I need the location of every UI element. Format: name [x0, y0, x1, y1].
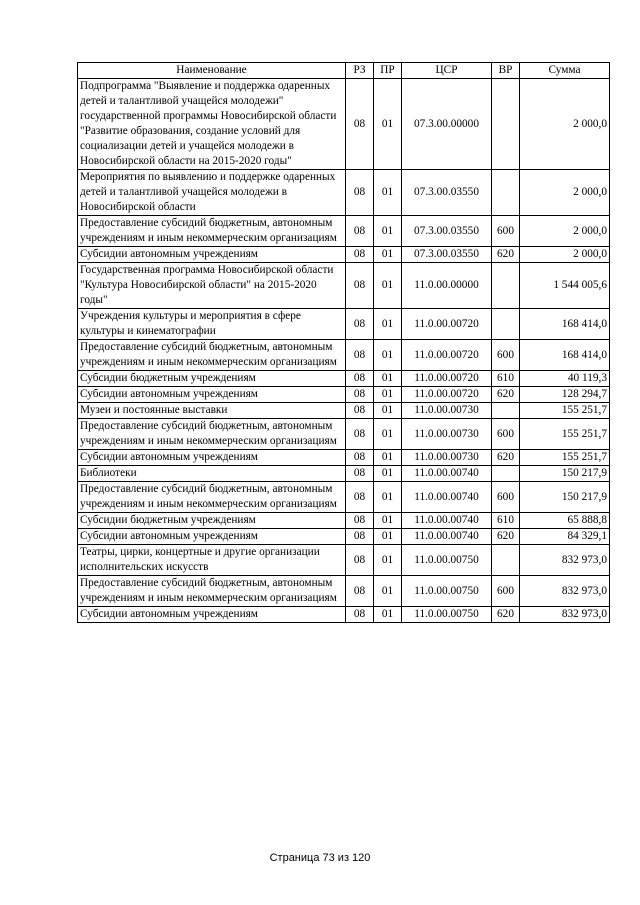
cell-rz: 08 [346, 340, 374, 371]
cell-csr: 11.0.00.00000 [402, 263, 492, 309]
cell-sum: 2 000,0 [520, 170, 610, 216]
cell-sum: 65 888,8 [520, 513, 610, 529]
cell-name: Субсидии автономным учреждениям [78, 607, 346, 623]
header-rz: РЗ [346, 63, 374, 79]
cell-pr: 01 [374, 545, 402, 576]
cell-sum: 1 544 005,6 [520, 263, 610, 309]
cell-csr: 11.0.00.00720 [402, 340, 492, 371]
cell-name: Библиотеки [78, 466, 346, 482]
cell-pr: 01 [374, 403, 402, 419]
table-row [78, 263, 610, 309]
cell-name: Музеи и постоянные выставки [78, 403, 346, 419]
cell-pr: 01 [374, 247, 402, 263]
cell-name: Субсидии автономным учреждениям [78, 247, 346, 263]
cell-vr [492, 309, 520, 340]
table-row [78, 340, 610, 371]
cell-sum: 168 414,0 [520, 309, 610, 340]
cell-sum: 150 217,9 [520, 482, 610, 513]
table-row [78, 607, 610, 623]
cell-csr: 07.3.00.03550 [402, 170, 492, 216]
cell-pr: 01 [374, 450, 402, 466]
cell-name: Предоставление субсидий бюджетным, автономным учреждениям и иным некоммерческим организациям [78, 340, 346, 371]
cell-pr: 01 [374, 216, 402, 247]
cell-rz: 08 [346, 387, 374, 403]
cell-sum: 128 294,7 [520, 387, 610, 403]
cell-sum: 2 000,0 [520, 216, 610, 247]
cell-sum: 155 251,7 [520, 403, 610, 419]
cell-pr: 01 [374, 513, 402, 529]
cell-name: Государственная программа Новосибирской области "Культура Новосибирской области" на 2015-2020 годы" [78, 263, 346, 309]
cell-rz: 08 [346, 309, 374, 340]
table-row [78, 529, 610, 545]
cell-pr: 01 [374, 170, 402, 216]
cell-vr: 620 [492, 529, 520, 545]
cell-rz: 08 [346, 450, 374, 466]
cell-pr: 01 [374, 79, 402, 170]
cell-sum: 84 329,1 [520, 529, 610, 545]
table-row [78, 371, 610, 387]
cell-csr: 11.0.00.00720 [402, 387, 492, 403]
cell-vr: 600 [492, 340, 520, 371]
cell-name: Субсидии автономным учреждениям [78, 450, 346, 466]
cell-sum: 2 000,0 [520, 247, 610, 263]
table-header-row [78, 63, 610, 79]
cell-rz: 08 [346, 263, 374, 309]
cell-sum: 2 000,0 [520, 79, 610, 170]
cell-vr [492, 545, 520, 576]
cell-csr: 11.0.00.00750 [402, 545, 492, 576]
header-pr: ПР [374, 63, 402, 79]
cell-sum: 40 119,3 [520, 371, 610, 387]
header-csr: ЦСР [402, 63, 492, 79]
cell-csr: 07.3.00.00000 [402, 79, 492, 170]
cell-name: Предоставление субсидий бюджетным, автономным учреждениям и иным некоммерческим организациям [78, 482, 346, 513]
cell-csr: 11.0.00.00720 [402, 371, 492, 387]
cell-pr: 01 [374, 263, 402, 309]
table-row [78, 403, 610, 419]
cell-pr: 01 [374, 529, 402, 545]
cell-vr: 620 [492, 607, 520, 623]
cell-csr: 11.0.00.00730 [402, 419, 492, 450]
budget-table [77, 62, 610, 623]
table-row [78, 247, 610, 263]
cell-name: Субсидии бюджетным учреждениям [78, 513, 346, 529]
cell-rz: 08 [346, 79, 374, 170]
cell-sum: 832 973,0 [520, 607, 610, 623]
cell-vr [492, 170, 520, 216]
cell-csr: 11.0.00.00740 [402, 482, 492, 513]
cell-pr: 01 [374, 309, 402, 340]
cell-rz: 08 [346, 170, 374, 216]
cell-name: Предоставление субсидий бюджетным, автономным учреждениям и иным некоммерческим организациям [78, 419, 346, 450]
cell-vr: 600 [492, 216, 520, 247]
cell-vr: 620 [492, 247, 520, 263]
cell-rz: 08 [346, 576, 374, 607]
table-row [78, 170, 610, 216]
cell-rz: 08 [346, 403, 374, 419]
cell-sum: 155 251,7 [520, 419, 610, 450]
cell-sum: 832 973,0 [520, 545, 610, 576]
cell-pr: 01 [374, 419, 402, 450]
cell-sum: 168 414,0 [520, 340, 610, 371]
table-body [78, 79, 610, 623]
table-row [78, 482, 610, 513]
cell-rz: 08 [346, 466, 374, 482]
cell-vr [492, 466, 520, 482]
cell-name: Учреждения культуры и мероприятия в сфере культуры и кинематографии [78, 309, 346, 340]
cell-csr: 11.0.00.00720 [402, 309, 492, 340]
cell-pr: 01 [374, 371, 402, 387]
cell-csr: 11.0.00.00740 [402, 466, 492, 482]
cell-rz: 08 [346, 419, 374, 450]
cell-vr: 610 [492, 371, 520, 387]
cell-vr: 600 [492, 482, 520, 513]
header-sum: Сумма [520, 63, 610, 79]
cell-pr: 01 [374, 466, 402, 482]
cell-pr: 01 [374, 482, 402, 513]
cell-name: Предоставление субсидий бюджетным, автономным учреждениям и иным некоммерческим организациям [78, 216, 346, 247]
table-row [78, 419, 610, 450]
cell-csr: 11.0.00.00740 [402, 513, 492, 529]
page-number: Страница 73 из 120 [269, 852, 371, 864]
cell-rz: 08 [346, 513, 374, 529]
cell-sum: 832 973,0 [520, 576, 610, 607]
cell-csr: 11.0.00.00750 [402, 607, 492, 623]
cell-rz: 08 [346, 216, 374, 247]
cell-vr: 610 [492, 513, 520, 529]
cell-name: Мероприятия по выявлению и поддержке одаренных детей и талантливой учащейся молодежи в Новосибирской области [78, 170, 346, 216]
cell-vr: 620 [492, 450, 520, 466]
cell-name: Театры, цирки, концертные и другие организации исполнительских искусств [78, 545, 346, 576]
cell-csr: 07.3.00.03550 [402, 216, 492, 247]
cell-vr: 600 [492, 419, 520, 450]
cell-name: Субсидии автономным учреждениям [78, 387, 346, 403]
table-row [78, 513, 610, 529]
cell-csr: 11.0.00.00740 [402, 529, 492, 545]
cell-pr: 01 [374, 607, 402, 623]
cell-vr: 620 [492, 387, 520, 403]
cell-rz: 08 [346, 545, 374, 576]
cell-rz: 08 [346, 529, 374, 545]
cell-rz: 08 [346, 371, 374, 387]
cell-name: Предоставление субсидий бюджетным, автономным учреждениям и иным некоммерческим организациям [78, 576, 346, 607]
cell-csr: 11.0.00.00750 [402, 576, 492, 607]
table-row [78, 79, 610, 170]
cell-csr: 07.3.00.03550 [402, 247, 492, 263]
table-row [78, 309, 610, 340]
cell-name: Субсидии бюджетным учреждениям [78, 371, 346, 387]
cell-name: Субсидии автономным учреждениям [78, 529, 346, 545]
cell-csr: 11.0.00.00730 [402, 403, 492, 419]
table-row [78, 545, 610, 576]
header-name: Наименование [78, 63, 346, 79]
cell-name: Подпрограмма "Выявление и поддержка одаренных детей и талантливой учащейся молодежи" государственной программы Новосибирской области "Развитие образования, создание условий для социализации детей и учащейся молодежи в Новосибирской области на 2015-2020 годы" [78, 79, 346, 170]
table-row [78, 450, 610, 466]
table-row [78, 387, 610, 403]
cell-vr: 600 [492, 576, 520, 607]
cell-pr: 01 [374, 387, 402, 403]
cell-vr [492, 403, 520, 419]
cell-csr: 11.0.00.00730 [402, 450, 492, 466]
cell-rz: 08 [346, 247, 374, 263]
cell-sum: 150 217,9 [520, 466, 610, 482]
table-row [78, 576, 610, 607]
cell-vr [492, 79, 520, 170]
cell-pr: 01 [374, 576, 402, 607]
table-row [78, 466, 610, 482]
cell-vr [492, 263, 520, 309]
table-row [78, 216, 610, 247]
cell-pr: 01 [374, 340, 402, 371]
cell-rz: 08 [346, 607, 374, 623]
header-vr: ВР [492, 63, 520, 79]
cell-rz: 08 [346, 482, 374, 513]
cell-sum: 155 251,7 [520, 450, 610, 466]
